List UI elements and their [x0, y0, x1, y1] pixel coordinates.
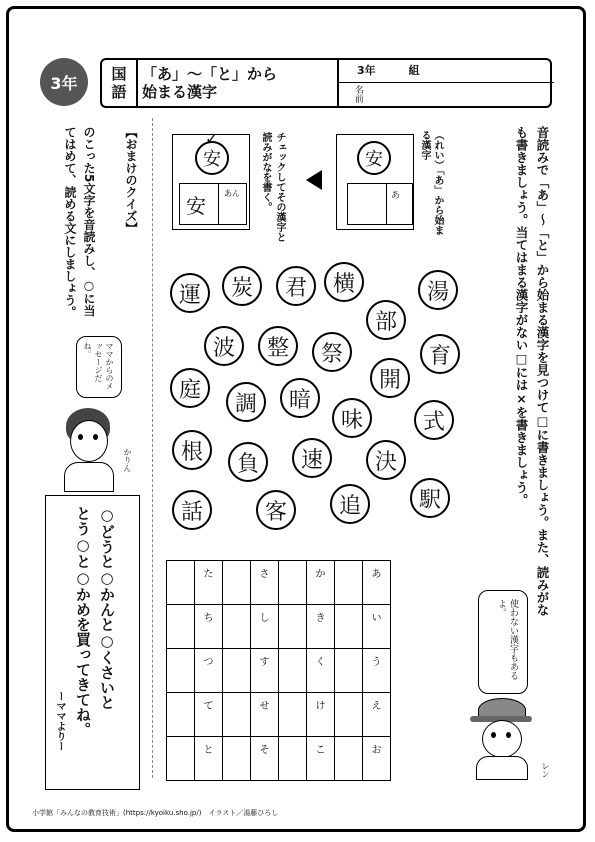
- kanji-circle[interactable]: 波: [204, 326, 244, 366]
- kanji-circle[interactable]: 味: [332, 398, 372, 438]
- reading-cell[interactable]: く: [307, 649, 335, 693]
- reading-cell[interactable]: え: [363, 693, 391, 737]
- answer-cell[interactable]: [167, 649, 195, 693]
- kanji-circle[interactable]: 決: [366, 440, 406, 480]
- reading-cell[interactable]: さ: [251, 561, 279, 605]
- example-kanji-circle: 安: [357, 141, 391, 175]
- bonus-text: のこった5文字を音読みし、○に当てはめて、読める文にしましょう。: [63, 126, 96, 318]
- kanji-circle[interactable]: 君: [276, 266, 316, 306]
- reading-cell[interactable]: て: [195, 693, 223, 737]
- answer-cell[interactable]: [335, 605, 363, 649]
- kanji-circle[interactable]: 運: [170, 273, 210, 313]
- kanji-circle[interactable]: 湯: [418, 270, 458, 310]
- column-divider: [152, 118, 154, 778]
- reading-cell[interactable]: と: [195, 737, 223, 781]
- kanji-circle[interactable]: 速: [292, 438, 332, 478]
- reading-cell[interactable]: す: [251, 649, 279, 693]
- reading-cell[interactable]: う: [363, 649, 391, 693]
- speech-bubble-mama: ママからのメッセージだね。: [76, 336, 122, 398]
- example-empty-box: あ: [347, 183, 413, 225]
- ren-character-icon: [464, 696, 544, 780]
- reading-cell[interactable]: つ: [195, 649, 223, 693]
- reading-cell[interactable]: あ: [363, 561, 391, 605]
- answer-cell[interactable]: [167, 737, 195, 781]
- check-mark-icon: ✓: [205, 129, 219, 148]
- kanji-circle[interactable]: 根: [172, 430, 212, 470]
- ren-name: レン: [541, 762, 550, 778]
- worksheet-header: [100, 58, 552, 108]
- kanji-circle[interactable]: 部: [366, 300, 406, 340]
- answer-cell[interactable]: [223, 605, 251, 649]
- reading-cell[interactable]: お: [363, 737, 391, 781]
- example-kanji-checked: 安: [195, 141, 229, 175]
- reading-cell[interactable]: そ: [251, 737, 279, 781]
- message-box: [45, 495, 140, 790]
- message-line1: ○どうと○かんと○くさいと: [98, 506, 116, 710]
- example-box-after: [172, 129, 250, 230]
- kanji-circle[interactable]: 駅: [410, 478, 450, 518]
- message-line2: とう○と○かめを買ってきてね。: [74, 506, 92, 737]
- kanji-circle[interactable]: 祭: [312, 332, 352, 372]
- answer-cell[interactable]: [167, 605, 195, 649]
- example-note: チェックしてその漢字と読みがなを書く。: [260, 132, 285, 242]
- worksheet-title: 「あ」〜「と」から 始まる漢字: [142, 65, 278, 101]
- message-signature: ーママよりー: [54, 691, 65, 751]
- answer-cell[interactable]: [223, 693, 251, 737]
- answer-cell[interactable]: [223, 649, 251, 693]
- karin-character-icon: [56, 404, 120, 492]
- reading-cell[interactable]: せ: [251, 693, 279, 737]
- kanji-circle[interactable]: 開: [370, 358, 410, 398]
- subject-label: 国 語: [102, 60, 138, 106]
- kanji-circle[interactable]: 暗: [280, 378, 320, 418]
- kanji-circle[interactable]: 育: [420, 334, 460, 374]
- name-field[interactable]: 名前: [353, 85, 363, 103]
- instructions-text: 音読みで「あ」〜「と」から始まる漢字を見つけて□に書きましょう。また、読みがなも書きましょう。当てはまる漢字がない□には×を書きましょう。: [514, 126, 550, 616]
- answer-cell[interactable]: [167, 693, 195, 737]
- answer-cell[interactable]: [335, 737, 363, 781]
- kanji-circle[interactable]: 話: [172, 490, 212, 530]
- reading-cell[interactable]: こ: [307, 737, 335, 781]
- kanji-circle[interactable]: 整: [258, 326, 298, 366]
- kanji-circle[interactable]: 式: [414, 400, 454, 440]
- answer-cell[interactable]: [335, 693, 363, 737]
- answer-cell[interactable]: [167, 561, 195, 605]
- class-field[interactable]: 3年 組: [339, 60, 554, 83]
- reading-cell[interactable]: か: [307, 561, 335, 605]
- reading-cell[interactable]: け: [307, 693, 335, 737]
- kanji-circle[interactable]: 調: [226, 382, 266, 422]
- kanji-circle[interactable]: 炭: [222, 266, 262, 306]
- example-answer-box: 安 あん: [179, 183, 247, 225]
- arrow-left-icon: [306, 170, 322, 190]
- answer-cell[interactable]: [279, 561, 307, 605]
- answer-cell[interactable]: [335, 649, 363, 693]
- answer-cell[interactable]: [223, 737, 251, 781]
- example-label: （れい）「あ」から始まる漢字: [419, 130, 443, 235]
- grade-badge: 3年: [40, 58, 88, 106]
- reading-cell[interactable]: き: [307, 605, 335, 649]
- answer-grid: [166, 560, 391, 781]
- kanji-circle[interactable]: 横: [324, 262, 364, 302]
- kanji-circle[interactable]: 庭: [170, 368, 210, 408]
- kanji-circle[interactable]: 客: [256, 490, 296, 530]
- speech-bubble-ren: 使わない漢字もあるよ。: [478, 590, 528, 694]
- reading-cell[interactable]: た: [195, 561, 223, 605]
- reading-cell[interactable]: し: [251, 605, 279, 649]
- footer-credit: 小学館「みんなの教育技術」(https://kyoiku.sho.jp/) イラスト／湯藤ひろし: [32, 809, 279, 817]
- karin-name: かりん: [123, 448, 132, 472]
- answer-cell[interactable]: [279, 649, 307, 693]
- example-box-before: [336, 134, 414, 230]
- answer-cell[interactable]: [279, 693, 307, 737]
- reading-cell[interactable]: い: [363, 605, 391, 649]
- kanji-circle[interactable]: 負: [228, 442, 268, 482]
- answer-cell[interactable]: [223, 561, 251, 605]
- answer-cell[interactable]: [335, 561, 363, 605]
- bonus-title: 【おまけのクイズ】: [124, 126, 138, 234]
- answer-cell[interactable]: [279, 737, 307, 781]
- class-name-box: [337, 60, 554, 106]
- kanji-circle[interactable]: 追: [330, 484, 370, 524]
- reading-cell[interactable]: ち: [195, 605, 223, 649]
- answer-cell[interactable]: [279, 605, 307, 649]
